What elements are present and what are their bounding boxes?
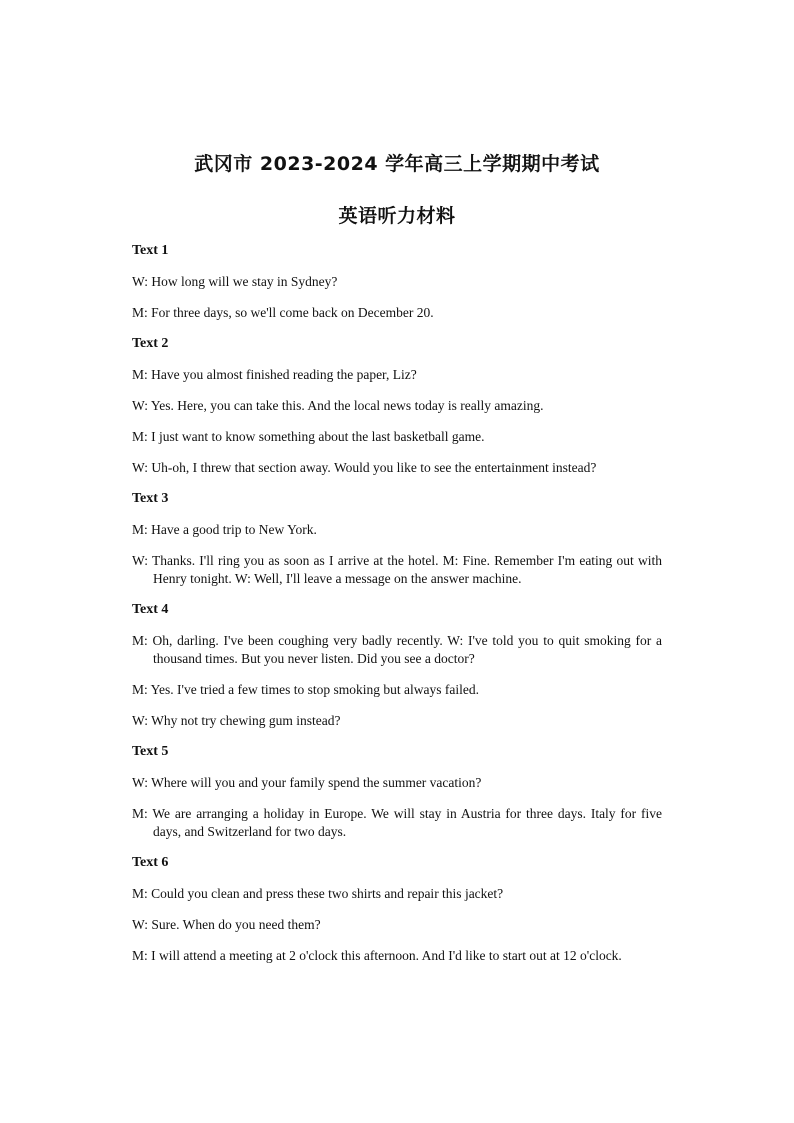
document-page xyxy=(132,150,662,978)
dialogue-line: W: Sure. When do you need them? xyxy=(132,917,321,932)
dialogue-line: M: Oh, darling. I've been coughing very badly recently. W: I've told you to quit smoking for a thousand times. But you never listen. Did you see a doctor? xyxy=(132,633,662,666)
dialogue-line: W: Why not try chewing gum instead? xyxy=(132,713,341,728)
dialogue-line: W: Thanks. I'll ring you as soon as I arrive at the hotel. M: Fine. Remember I'm eating out with Henry tonight. W: Well, I'll leave a message on the answer machine. xyxy=(132,553,662,586)
text-section xyxy=(132,854,662,965)
section-heading: Text 3 xyxy=(132,491,169,506)
listening-texts xyxy=(132,242,662,965)
section-heading: Text 4 xyxy=(132,602,169,617)
dialogue-line: W: Uh-oh, I threw that section away. Would you like to see the entertainment instead? xyxy=(132,460,597,475)
dialogue-line: M: Have a good trip to New York. xyxy=(132,522,317,537)
dialogue-line: W: Yes. Here, you can take this. And the local news today is really amazing. xyxy=(132,398,544,413)
section-heading: Text 2 xyxy=(132,336,169,351)
text-section xyxy=(132,743,662,841)
text-section xyxy=(132,242,662,322)
dialogue-line: W: Where will you and your family spend the summer vacation? xyxy=(132,775,482,790)
dialogue-line: W: How long will we stay in Sydney? xyxy=(132,274,338,289)
dialogue-line: M: Could you clean and press these two shirts and repair this jacket? xyxy=(132,886,504,901)
text-section xyxy=(132,601,662,730)
section-heading: Text 6 xyxy=(132,855,169,870)
page-subtitle: 英语听力材料 xyxy=(338,205,456,227)
dialogue-line: M: I will attend a meeting at 2 o'clock this afternoon. And I'd like to start out at 12 o'clock. xyxy=(132,948,622,963)
section-heading: Text 5 xyxy=(132,744,169,759)
page-title: 武冈市 2023-2024 学年高三上学期期中考试 xyxy=(194,153,600,175)
text-section xyxy=(132,335,662,477)
dialogue-line: M: I just want to know something about the last basketball game. xyxy=(132,429,485,444)
dialogue-line: M: We are arranging a holiday in Europe. We will stay in Austria for three days. Italy for five days, and Switzerland for two days. xyxy=(132,806,662,839)
section-heading: Text 1 xyxy=(132,243,169,258)
dialogue-line: M: Have you almost finished reading the paper, Liz? xyxy=(132,367,417,382)
dialogue-line: M: Yes. I've tried a few times to stop smoking but always failed. xyxy=(132,682,480,697)
text-section xyxy=(132,490,662,588)
dialogue-line: M: For three days, so we'll come back on December 20. xyxy=(132,305,434,320)
